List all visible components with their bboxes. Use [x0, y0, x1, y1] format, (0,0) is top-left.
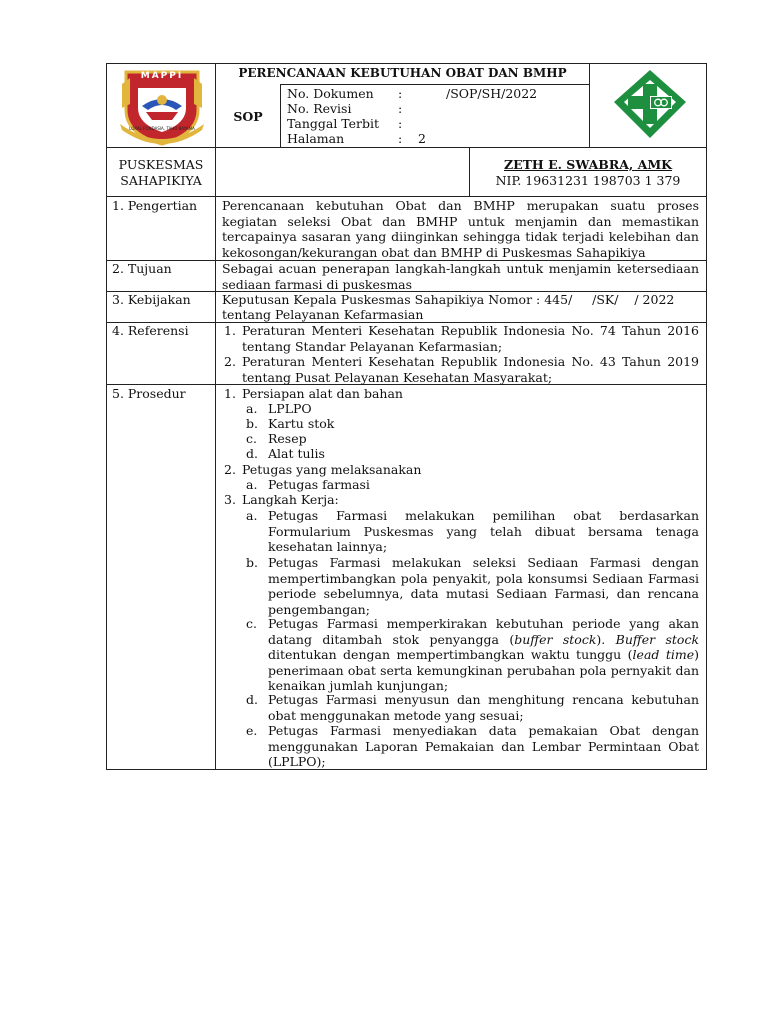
doc-field-value: /SOP/SH/2022 [446, 86, 538, 101]
langkah-item-a: Petugas Farmasi melakukan pemilihan obat berdasarkan Formularium Puskesmas yang telah dibuat bersama tenaga kesehatan lainnya; [268, 508, 699, 554]
step-number: 3. [224, 492, 236, 507]
referensi-item: Peraturan Menteri Kesehatan Republik Indonesia No. 74 Tahun 2016 tentang Standar Pelayanan Kefarmasian; [242, 323, 699, 354]
doc-field-value: 2 [418, 131, 426, 146]
sub-item-letter: d. [246, 446, 258, 461]
langkah-item-e: Petugas Farmasi menyediakan data pemakaian Obat dengan menggunakan Laporan Pemakaian dan Lembar Permintaan Obat (LPLPO); [268, 723, 699, 769]
section-label-kebijakan: 3. Kebijakan [112, 292, 191, 307]
italic-term: buffer stock [514, 631, 597, 647]
step-title: Persiapan alat dan bahan [242, 386, 403, 401]
doc-field-label: Tanggal Terbit [287, 116, 380, 131]
list-item-number: 1. [224, 323, 236, 338]
logo-text: MAPPI [140, 71, 184, 81]
step-number: 1. [224, 386, 236, 401]
section-label-prosedur: 5. Prosedur [112, 386, 186, 401]
sub-item-text: Petugas farmasi [268, 477, 370, 492]
sub-item-letter: c. [246, 616, 257, 631]
doc-field-label: No. Revisi [287, 101, 352, 116]
section-label-tujuan: 2. Tujuan [112, 261, 172, 276]
tujuan-text: Sebagai acuan penerapan langkah-langkah untuk menjamin ketersediaan sediaan farmasi di puskesmas [222, 261, 699, 292]
sub-item-letter: a. [246, 401, 258, 416]
sub-item-letter: c. [246, 431, 257, 446]
sub-item-text: Resep [268, 431, 307, 446]
sop-label: SOP [233, 109, 263, 124]
step-title: Langkah Kerja: [242, 492, 339, 507]
doc-field-label: No. Dokumen [287, 86, 374, 101]
institution-line2: SAHAPIKIYA [120, 173, 202, 188]
langkah-item-b: Petugas Farmasi melakukan seleksi Sediaan Farmasi dengan mempertimbangkan pola penyakit, pola konsumsi Sediaan Farmasi periode sebelumnya, data mutasi Sediaan Farmasi, dan rencana pengembangan; [268, 555, 699, 617]
sub-item-letter: b. [246, 416, 258, 431]
logo-motto: LOKAL FONDASIA, TAHO BAYAMA [129, 126, 195, 131]
doc-field-sep: : [398, 131, 403, 146]
signer-name: ZETH E. SWABRA, AMK [503, 157, 673, 172]
doc-field-sep: : [398, 101, 403, 116]
sub-item-letter: a. [246, 477, 258, 492]
pengertian-text: Perencanaan kebutuhan Obat dan BMHP merupakan suatu proses kegiatan seleksi Obat dan BMHP untuk menjamin dan memastikan tercapainya sasaran yang diinginkan sehingga tidak terjadi kelebihan dan kekosongan/kekurangan obat dan BMHP di Puskesmas Sahapikiya [222, 198, 699, 260]
text-run: ). [596, 631, 616, 647]
text-run: ) penerimaan obat serta kemungkinan perubahan pola pernyakit dan kenaikan jumlah kunjungan; [268, 647, 699, 693]
referensi-item: Peraturan Menteri Kesehatan Republik Indonesia No. 43 Tahun 2019 tentang Pusat Pelayanan Kesehatan Masyarakat; [242, 354, 699, 385]
sub-item-letter: e. [246, 723, 258, 738]
mappi-regency-logo [116, 64, 208, 146]
doc-field-sep: : [398, 86, 403, 101]
sub-item-letter: d. [246, 692, 258, 707]
kebijakan-line1: Keputusan Kepala Puskesmas Sahapikiya Nomor : 445/ /SK/ / 2022 [222, 292, 675, 307]
sub-item-letter: b. [246, 555, 258, 570]
institution-line1: PUSKESMAS [118, 157, 204, 172]
list-item-number: 2. [224, 354, 236, 369]
step-number: 2. [224, 462, 236, 477]
italic-term: Buffer stock [615, 631, 700, 647]
text-run: ditentukan dengan mempertimbangkan waktu tunggu ( [268, 647, 633, 662]
sub-item-text: LPLPO [268, 401, 312, 416]
sub-item-text: Alat tulis [268, 446, 325, 461]
kebijakan-line2: tentang Pelayanan Kefarmasian [222, 307, 424, 322]
section-label-pengertian: 1. Pengertian [112, 198, 198, 213]
step-title: Petugas yang melaksanakan [242, 462, 422, 477]
document-title: PERENCANAAN KEBUTUHAN OBAT DAN BMHP [238, 66, 567, 80]
health-cross-logo-icon [610, 66, 690, 144]
signer-nip: NIP. 19631231 198703 1 379 [495, 173, 681, 188]
sub-item-letter: a. [246, 508, 258, 523]
langkah-item-c [268, 616, 699, 694]
doc-field-label: Halaman [287, 131, 345, 146]
text-run: Petugas Farmasi memperkirakan kebutuhan periode yang akan datang ditambah stok penyangga ( [268, 616, 699, 647]
section-label-referensi: 4. Referensi [112, 323, 189, 338]
italic-term: lead time [632, 647, 695, 662]
langkah-item-d: Petugas Farmasi menyusun dan menghitung rencana kebutuhan obat menggunakan metode yang sesuai; [268, 692, 699, 723]
sub-item-text: Kartu stok [268, 416, 335, 431]
doc-field-sep: : [398, 116, 403, 131]
